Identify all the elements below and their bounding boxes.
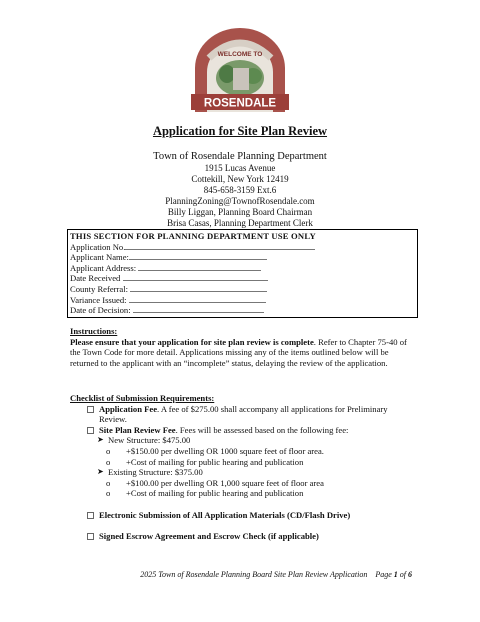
field-applicant-address xyxy=(70,263,415,274)
checklist-item-site-plan-fee xyxy=(70,425,415,436)
arrow-bullet-icon: ➤ xyxy=(97,467,104,477)
checkbox-icon xyxy=(87,512,94,519)
fee-subitem xyxy=(70,478,415,489)
instructions-section xyxy=(70,326,410,368)
item-bold-label: Application Fee xyxy=(99,403,158,414)
field-variance-issued xyxy=(70,295,415,306)
logo-bottom-text: ROSENDALE xyxy=(203,97,277,110)
department-name: Town of Rosendale Planning Department xyxy=(153,151,327,162)
instructions-rest-text: . Refer to Chapter 75-40 of the Town Code for more detail. Applications missing any of the items outlined below will be returned to the applicant with an “incomplete” status, delaying the review of the application. xyxy=(70,336,407,368)
field-label: Applicant Name: xyxy=(70,252,129,263)
footer-page-total: 6 xyxy=(408,570,412,579)
fee-subitem xyxy=(70,488,415,499)
address-line: 1915 Lucas Avenue xyxy=(204,163,276,173)
rosendale-welcome-logo xyxy=(189,28,291,112)
field-county-referral xyxy=(70,284,415,295)
item-text: . Fees will be assessed based on the following fee: xyxy=(175,424,349,435)
field-label: Date of Decision: xyxy=(70,305,131,316)
field-label: County Referral: xyxy=(70,283,128,294)
instructions-bold-text: Please ensure that your application for site plan review is complete xyxy=(70,336,314,347)
field-application-no xyxy=(70,242,415,253)
fee-label: New Structure: $475.00 xyxy=(108,435,191,446)
field-label: Application No. xyxy=(70,241,126,252)
field-date-of-decision xyxy=(70,305,415,316)
footer-page-label: Page xyxy=(375,570,392,579)
footer-text: 2025 Town of Rosendale Planning Board Site Plan Review Application xyxy=(140,570,368,579)
circle-bullet-icon: o xyxy=(106,445,111,456)
arrow-bullet-icon: ➤ xyxy=(97,435,104,445)
address-line: Cottekill, New York 12419 xyxy=(191,174,289,184)
phone-line: 845-658-3159 Ext.6 xyxy=(203,185,277,195)
office-use-section xyxy=(67,229,418,318)
fee-subitem xyxy=(70,457,415,468)
field-label: Date Received xyxy=(70,273,121,284)
fee-subitem-text: +Cost of mailing for public hearing and publication xyxy=(126,488,304,499)
item-text: . A fee of $275.00 shall accompany all applications for Preliminary Review. xyxy=(99,403,388,425)
fee-subitem-text: +$100.00 per dwelling OR 1,000 square feet of floor area xyxy=(126,477,324,488)
fee-subitem-text: +Cost of mailing for public hearing and publication xyxy=(126,456,304,467)
footer-of-label: of xyxy=(399,570,406,579)
checklist-item-escrow xyxy=(70,531,415,542)
item-bold-label: Electronic Submission of All Application Materials (CD/Flash Drive) xyxy=(99,509,351,520)
checklist-section xyxy=(70,393,415,541)
checkbox-icon xyxy=(87,406,94,413)
checkbox-icon xyxy=(87,427,94,434)
chairman-line: Billy Liggan, Planning Board Chairman xyxy=(167,207,313,217)
fee-new-structure xyxy=(70,435,415,446)
footer-page-number: 1 xyxy=(393,570,398,579)
instructions-text xyxy=(70,337,410,369)
circle-bullet-icon: o xyxy=(106,488,111,499)
field-label: Applicant Address: xyxy=(70,262,137,273)
fee-subitem xyxy=(70,446,415,457)
checkbox-icon xyxy=(87,533,94,540)
logo-top-text: WELCOME TO xyxy=(217,51,263,58)
fee-label: Existing Structure: $375.00 xyxy=(108,467,203,478)
item-bold-label: Site Plan Review Fee xyxy=(99,424,176,435)
clerk-line: Brisa Casas, Planning Department Clerk xyxy=(167,218,313,228)
email-line: PlanningZoning@TownofRosendale.com xyxy=(165,196,315,206)
item-bold-label: Signed Escrow Agreement and Escrow Check (if applicable) xyxy=(99,530,319,541)
circle-bullet-icon: o xyxy=(106,456,111,467)
page-title: Application for Site Plan Review xyxy=(152,124,328,138)
checklist-heading: Checklist of Submission Requirements: xyxy=(70,393,215,403)
office-use-header: THIS SECTION FOR PLANNING DEPARTMENT USE ONLY xyxy=(70,231,316,241)
field-label: Variance Issued: xyxy=(70,294,127,305)
fee-existing-structure xyxy=(70,467,415,478)
checklist-item-application-fee xyxy=(70,404,415,425)
fee-subitem-text: +$150.00 per dwelling OR 1000 square feet of floor area. xyxy=(126,445,324,456)
instructions-heading: Instructions: xyxy=(70,326,118,336)
circle-bullet-icon: o xyxy=(106,477,111,488)
page-footer xyxy=(112,570,412,579)
field-applicant-name xyxy=(70,252,415,263)
field-date-received xyxy=(70,273,415,284)
checklist-item-electronic-submission xyxy=(70,510,415,521)
